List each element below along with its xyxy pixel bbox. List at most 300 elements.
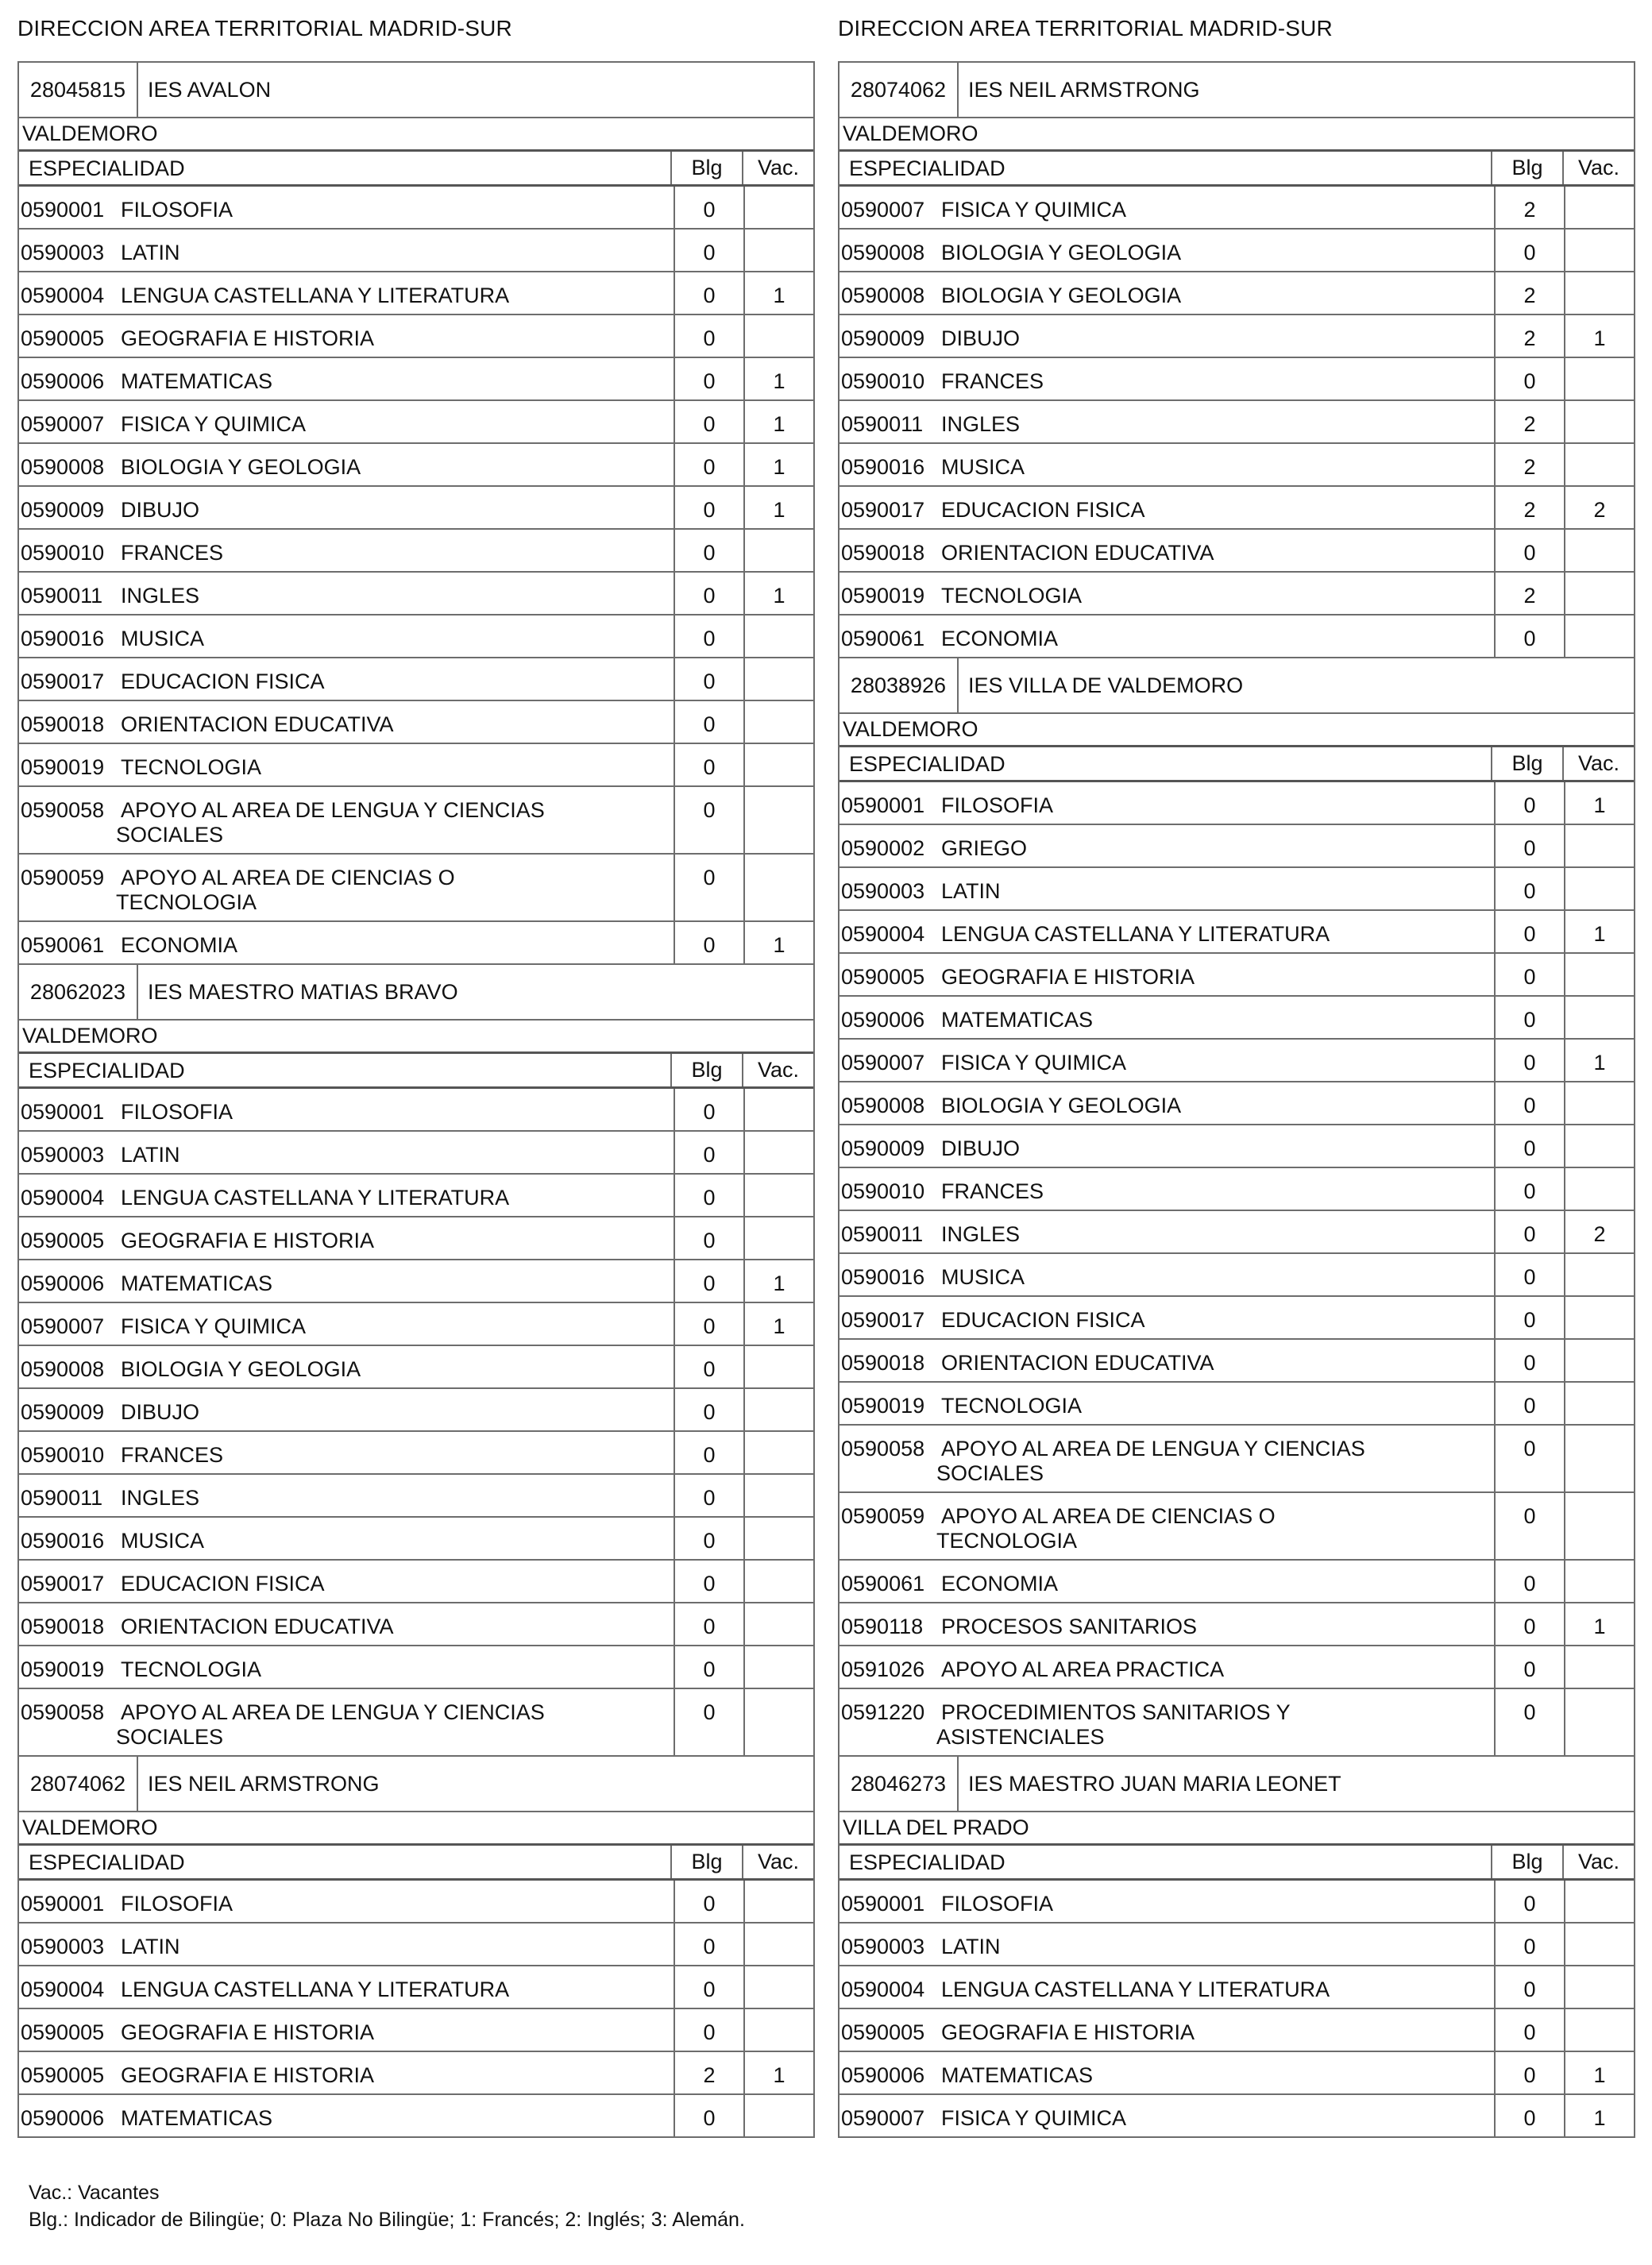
subject-name: FISICA Y QUIMICA: [941, 198, 1127, 222]
subject-cell: [840, 530, 1494, 571]
subject-code: 0590007: [841, 2106, 925, 2130]
vac-value: [743, 1561, 813, 1602]
vac-value: [1564, 1493, 1634, 1559]
subject-cell: [840, 444, 1494, 485]
subject-code: 0590009: [841, 1136, 925, 1160]
subject-code: 0590006: [21, 369, 105, 393]
subject-name: LENGUA CASTELLANA Y LITERATURA: [941, 922, 1330, 946]
table-row: [19, 573, 813, 615]
subject-cell: [19, 530, 674, 571]
subject-cell: [840, 782, 1494, 824]
blg-value: 0: [674, 855, 743, 920]
vac-value: [1564, 615, 1634, 657]
page-header-right: DIRECCION AREA TERRITORIAL MADRID-SUR: [838, 16, 1333, 41]
subject-name: FISICA Y QUIMICA: [121, 1314, 307, 1338]
blg-value: 0: [674, 530, 743, 571]
subject-code: 0590016: [841, 1265, 925, 1289]
table-row: [19, 1346, 813, 1389]
subject-name: DIBUJO: [121, 498, 200, 522]
vac-value: [743, 530, 813, 571]
table-row: [840, 2052, 1634, 2095]
vac-value: [1564, 1082, 1634, 1124]
blg-value: 0: [674, 1346, 743, 1387]
subject-name: ORIENTACION EDUCATIVA: [941, 1351, 1214, 1375]
blg-value: 0: [1494, 1383, 1564, 1424]
subject-code: 0590003: [21, 1935, 105, 1958]
subject-cell: [840, 1297, 1494, 1338]
subject-name: EDUCACION FISICA: [121, 669, 325, 693]
subject-name: FILOSOFIA: [121, 1100, 234, 1124]
subject-name: MATEMATICAS: [121, 369, 273, 393]
subject-cell: [840, 1168, 1494, 1210]
vac-value: [743, 701, 813, 743]
subject-code: 0590006: [21, 2106, 105, 2130]
school-header: [19, 63, 813, 118]
table-row: [840, 1881, 1634, 1924]
subject-name: EDUCACION FISICA: [941, 1308, 1145, 1332]
blg-value: 0: [674, 1689, 743, 1755]
table-row: [840, 1383, 1634, 1426]
school-name: IES VILLA DE VALDEMORO: [968, 673, 1244, 697]
subject-cell: [19, 1561, 674, 1602]
subject-cell: [19, 487, 674, 528]
header-blg: Blg: [1491, 747, 1562, 780]
blg-value: 2: [1494, 444, 1564, 485]
subject-code: 0590016: [21, 627, 105, 650]
subject-name-continuation: TECNOLOGIA: [936, 1529, 1078, 1553]
table-row: [19, 2009, 813, 2052]
subject-code: 0590004: [21, 284, 105, 307]
vac-value: [743, 1432, 813, 1473]
vac-value: [1564, 868, 1634, 909]
blg-value: 0: [1494, 782, 1564, 824]
subject-cell: [19, 1603, 674, 1645]
school-header: [840, 658, 1634, 714]
subject-code: 0590010: [21, 1443, 105, 1467]
blg-value: 0: [1494, 825, 1564, 866]
vac-value: [1564, 530, 1634, 571]
blg-value: 0: [674, 1603, 743, 1645]
subject-table-header: [19, 1054, 813, 1089]
subject-code: 0590016: [21, 1529, 105, 1553]
table-row: [840, 1040, 1634, 1082]
table-row: [19, 1132, 813, 1175]
subject-name: GEOGRAFIA E HISTORIA: [121, 2063, 375, 2087]
subject-code: 0590007: [841, 198, 925, 222]
subject-cell: [19, 1475, 674, 1516]
subject-name: LATIN: [121, 1143, 180, 1167]
subject-name: FILOSOFIA: [941, 793, 1054, 817]
header-especialidad: ESPECIALIDAD: [29, 1059, 185, 1082]
subject-name: MUSICA: [941, 455, 1025, 479]
subject-name: APOYO AL AREA DE LENGUA Y CIENCIAS: [121, 798, 545, 822]
subject-cell: [840, 1426, 1494, 1491]
subject-code: 0590004: [21, 1186, 105, 1210]
table-row: [840, 1211, 1634, 1254]
subject-code: 0590001: [841, 1892, 925, 1916]
vac-value: [743, 1518, 813, 1559]
subject-cell: [840, 1254, 1494, 1295]
vac-value: [743, 615, 813, 657]
subject-cell: [19, 1518, 674, 1559]
subject-cell: [19, 2095, 674, 2136]
subject-name: ECONOMIA: [121, 933, 238, 957]
blg-value: 0: [674, 2095, 743, 2136]
blg-value: 0: [674, 444, 743, 485]
school-code: 28074062: [19, 1757, 138, 1811]
school-code: 28062023: [19, 965, 138, 1019]
subject-name-continuation: SOCIALES: [936, 1461, 1044, 1485]
subject-name: INGLES: [121, 1486, 200, 1510]
subject-code: 0590005: [21, 2063, 105, 2087]
subject-code: 0591026: [841, 1657, 925, 1681]
table-row: [840, 573, 1634, 615]
table-row: [19, 922, 813, 965]
subject-name: APOYO AL AREA PRACTICA: [941, 1657, 1225, 1681]
subject-name: MATEMATICAS: [121, 2106, 273, 2130]
vac-value: [743, 315, 813, 357]
subject-name: LENGUA CASTELLANA Y LITERATURA: [941, 1978, 1330, 2001]
blg-value: 2: [1494, 487, 1564, 528]
subject-cell: [840, 997, 1494, 1038]
subject-name: FRANCES: [121, 541, 224, 565]
subject-code: 0590002: [841, 836, 925, 860]
vac-value: [743, 1646, 813, 1688]
blg-value: 0: [674, 744, 743, 785]
vac-value: 1: [1564, 782, 1634, 824]
locality: VALDEMORO: [19, 1812, 813, 1846]
table-row: [840, 954, 1634, 997]
vac-value: 1: [743, 358, 813, 399]
subject-code: 0590058: [21, 1700, 105, 1724]
table-row: [840, 1168, 1634, 1211]
subject-code: 0590019: [21, 1657, 105, 1681]
table-row: [19, 615, 813, 658]
blg-value: 0: [1494, 997, 1564, 1038]
table-row: [19, 1260, 813, 1303]
vac-value: [1564, 187, 1634, 228]
subject-name: DIBUJO: [941, 326, 1021, 350]
blg-value: 0: [674, 1389, 743, 1430]
table-row: [840, 1924, 1634, 1966]
vac-value: [743, 1089, 813, 1130]
table-row: [19, 1603, 813, 1646]
subject-code: 0590003: [21, 241, 105, 264]
blg-value: 0: [1494, 1924, 1564, 1965]
subject-cell: [19, 401, 674, 442]
subject-code: 0590017: [21, 1572, 105, 1596]
subject-name: GRIEGO: [941, 836, 1028, 860]
vac-value: [743, 1475, 813, 1516]
locality: VALDEMORO: [19, 118, 813, 152]
table-row: [840, 1125, 1634, 1168]
table-row: [19, 2052, 813, 2095]
subject-cell: [19, 658, 674, 700]
subject-code: 0590004: [841, 922, 925, 946]
school-header: [840, 63, 1634, 118]
table-row: [840, 1603, 1634, 1646]
subject-code: 0590059: [21, 866, 105, 889]
blg-value: 0: [1494, 230, 1564, 271]
blg-value: 0: [1494, 1689, 1564, 1755]
subject-cell: [840, 911, 1494, 952]
blg-value: 0: [674, 1175, 743, 1216]
school-name: IES MAESTRO MATIAS BRAVO: [148, 979, 458, 1004]
blg-value: 0: [674, 1217, 743, 1259]
subject-code: 0590003: [841, 1935, 925, 1958]
subject-cell: [19, 787, 674, 853]
vac-value: 1: [743, 1303, 813, 1345]
table-row: [840, 315, 1634, 358]
table-row: [19, 230, 813, 272]
blg-value: 0: [1494, 1603, 1564, 1645]
subject-cell: [19, 1217, 674, 1259]
vac-value: [743, 1175, 813, 1216]
subject-name-continuation: SOCIALES: [116, 1725, 224, 1749]
vac-value: [743, 1881, 813, 1922]
school-header: [19, 1757, 813, 1812]
subject-cell: [840, 358, 1494, 399]
blg-value: 0: [674, 1966, 743, 2008]
subject-code: 0590059: [841, 1504, 925, 1528]
table-row: [840, 868, 1634, 911]
subject-code: 0590005: [841, 965, 925, 989]
blg-value: 0: [1494, 1082, 1564, 1124]
blg-value: 0: [1494, 1168, 1564, 1210]
subject-cell: [840, 1646, 1494, 1688]
vac-value: 1: [1564, 2052, 1634, 2093]
subject-code: 0590005: [21, 326, 105, 350]
vac-value: [1564, 954, 1634, 995]
table-row: [840, 272, 1634, 315]
subject-cell: [19, 187, 674, 228]
subject-name: APOYO AL AREA DE CIENCIAS O: [121, 866, 455, 889]
subject-name: BIOLOGIA Y GEOLOGIA: [941, 241, 1182, 264]
table-row: [19, 1089, 813, 1132]
subject-cell: [19, 1346, 674, 1387]
table-row: [840, 2009, 1634, 2052]
subject-cell: [840, 1881, 1494, 1922]
vac-value: [743, 744, 813, 785]
vac-value: 1: [1564, 315, 1634, 357]
vac-value: [743, 1346, 813, 1387]
blg-value: 2: [1494, 573, 1564, 614]
subject-code: 0590010: [841, 1179, 925, 1203]
subject-name: BIOLOGIA Y GEOLOGIA: [121, 1357, 361, 1381]
subject-code: 0590006: [841, 1008, 925, 1032]
subject-cell: [19, 1175, 674, 1216]
vac-value: [1564, 1646, 1634, 1688]
table-row: [19, 187, 813, 230]
blg-value: 0: [1494, 1561, 1564, 1602]
table-row: [19, 1475, 813, 1518]
blg-value: 0: [674, 1132, 743, 1173]
vac-value: 1: [1564, 1603, 1634, 1645]
vac-value: [1564, 1168, 1634, 1210]
subject-cell: [840, 487, 1494, 528]
blg-value: 0: [1494, 2009, 1564, 2051]
subject-cell: [840, 1082, 1494, 1124]
blg-value: 2: [1494, 272, 1564, 314]
vac-value: [1564, 1924, 1634, 1965]
table-row: [19, 1518, 813, 1561]
blg-value: 0: [1494, 1125, 1564, 1167]
subject-name: PROCESOS SANITARIOS: [941, 1615, 1198, 1638]
blg-value: 0: [674, 272, 743, 314]
subject-code: 0590005: [21, 1229, 105, 1252]
subject-code: 0590018: [21, 712, 105, 736]
blg-value: 2: [1494, 315, 1564, 357]
table-row: [19, 530, 813, 573]
subject-cell: [840, 2095, 1494, 2136]
subject-code: 0591220: [841, 1700, 925, 1724]
subject-code: 0590011: [21, 584, 103, 608]
subject-name: FISICA Y QUIMICA: [121, 412, 307, 436]
subject-code: 0590001: [841, 793, 925, 817]
vac-value: [1564, 272, 1634, 314]
blg-value: 0: [1494, 868, 1564, 909]
subject-cell: [840, 954, 1494, 995]
subject-cell: [840, 1603, 1494, 1645]
vac-value: [1564, 1383, 1634, 1424]
table-row: [840, 997, 1634, 1040]
subject-code: 0590008: [841, 241, 925, 264]
table-row: [19, 2095, 813, 2138]
blg-value: 0: [1494, 2052, 1564, 2093]
blg-value: 2: [674, 2052, 743, 2093]
subject-cell: [840, 825, 1494, 866]
subject-name: GEOGRAFIA E HISTORIA: [121, 2020, 375, 2044]
school-header: [840, 1757, 1634, 1812]
subject-table-header: [19, 152, 813, 187]
subject-code: 0590006: [841, 2063, 925, 2087]
header-blg: Blg: [670, 1846, 742, 1878]
vac-value: [1564, 1297, 1634, 1338]
school-code: 28074062: [840, 63, 959, 117]
subject-cell: [19, 922, 674, 963]
subject-cell: [19, 1924, 674, 1965]
table-row: [19, 855, 813, 922]
school-header: [19, 965, 813, 1021]
table-row: [840, 1646, 1634, 1689]
subject-cell: [840, 1561, 1494, 1602]
subject-name: TECNOLOGIA: [941, 1394, 1083, 1418]
subject-name: LATIN: [941, 879, 1001, 903]
blg-value: 0: [1494, 1881, 1564, 1922]
table-row: [840, 1297, 1634, 1340]
table-row: [19, 1924, 813, 1966]
subject-code: 0590018: [841, 1351, 925, 1375]
table-row: [19, 315, 813, 358]
blg-value: 2: [1494, 187, 1564, 228]
school-name: IES AVALON: [148, 77, 272, 102]
subject-name: ECONOMIA: [941, 1572, 1059, 1596]
blg-value: 0: [674, 230, 743, 271]
vac-value: [1564, 1340, 1634, 1381]
subject-code: 0590008: [841, 1094, 925, 1117]
table-row: [19, 1966, 813, 2009]
table-row: [840, 530, 1634, 573]
subject-cell: [19, 573, 674, 614]
blg-value: 0: [674, 1924, 743, 1965]
header-vac: Vac.: [1562, 1846, 1634, 1878]
vac-value: [743, 187, 813, 228]
subject-cell: [840, 1493, 1494, 1559]
vac-value: [743, 1689, 813, 1755]
locality: VILLA DEL PRADO: [840, 1812, 1634, 1846]
table-row: [840, 825, 1634, 868]
subject-name: TECNOLOGIA: [941, 584, 1083, 608]
table-row: [19, 1561, 813, 1603]
subject-name: APOYO AL AREA DE LENGUA Y CIENCIAS: [121, 1700, 545, 1724]
vac-value: 1: [743, 573, 813, 614]
blg-value: 0: [1494, 1297, 1564, 1338]
subject-code: 0590004: [21, 1978, 105, 2001]
subject-code: 0590001: [21, 1892, 105, 1916]
blg-value: 0: [674, 1089, 743, 1130]
header-vac: Vac.: [742, 152, 813, 184]
vac-value: 1: [743, 401, 813, 442]
school-code: 28038926: [840, 658, 959, 712]
subject-code: 0590010: [21, 541, 105, 565]
subject-cell: [19, 1389, 674, 1430]
subject-name: EDUCACION FISICA: [121, 1572, 325, 1596]
subject-cell: [840, 230, 1494, 271]
subject-name: GEOGRAFIA E HISTORIA: [121, 1229, 375, 1252]
subject-name: GEOGRAFIA E HISTORIA: [941, 965, 1195, 989]
subject-name: TECNOLOGIA: [121, 755, 262, 779]
subject-code: 0590018: [841, 541, 925, 565]
subject-code: 0590009: [21, 498, 105, 522]
subject-cell: [840, 1689, 1494, 1755]
vac-value: 1: [743, 444, 813, 485]
subject-code: 0590016: [841, 455, 925, 479]
header-especialidad: ESPECIALIDAD: [29, 1850, 185, 1874]
vac-value: 1: [1564, 2095, 1634, 2136]
subject-name: FRANCES: [941, 1179, 1044, 1203]
table-row: [840, 615, 1634, 658]
subject-cell: [840, 1211, 1494, 1252]
table-row: [19, 1217, 813, 1260]
table-row: [840, 444, 1634, 487]
subject-cell: [19, 744, 674, 785]
subject-cell: [840, 187, 1494, 228]
subject-code: 0590004: [841, 1978, 925, 2001]
blg-value: 0: [674, 1646, 743, 1688]
subject-table-header: [840, 152, 1634, 187]
subject-cell: [19, 1303, 674, 1345]
vac-value: [743, 787, 813, 853]
vac-value: [743, 1603, 813, 1645]
subject-name: ECONOMIA: [941, 627, 1059, 650]
vac-value: [1564, 825, 1634, 866]
subject-code: 0590007: [21, 412, 105, 436]
subject-name: FILOSOFIA: [941, 1892, 1054, 1916]
subject-code: 0590007: [21, 1314, 105, 1338]
vac-value: 1: [743, 272, 813, 314]
vac-value: [743, 2095, 813, 2136]
subject-name: FILOSOFIA: [121, 198, 234, 222]
blg-value: 0: [674, 1518, 743, 1559]
header-especialidad: ESPECIALIDAD: [849, 156, 1005, 180]
school-name: IES NEIL ARMSTRONG: [148, 1771, 380, 1796]
subject-name: ORIENTACION EDUCATIVA: [941, 541, 1214, 565]
table-row: [19, 1432, 813, 1475]
blg-value: 0: [674, 701, 743, 743]
blg-value: 0: [674, 401, 743, 442]
subject-cell: [840, 1040, 1494, 1081]
subject-code: 0590003: [841, 879, 925, 903]
